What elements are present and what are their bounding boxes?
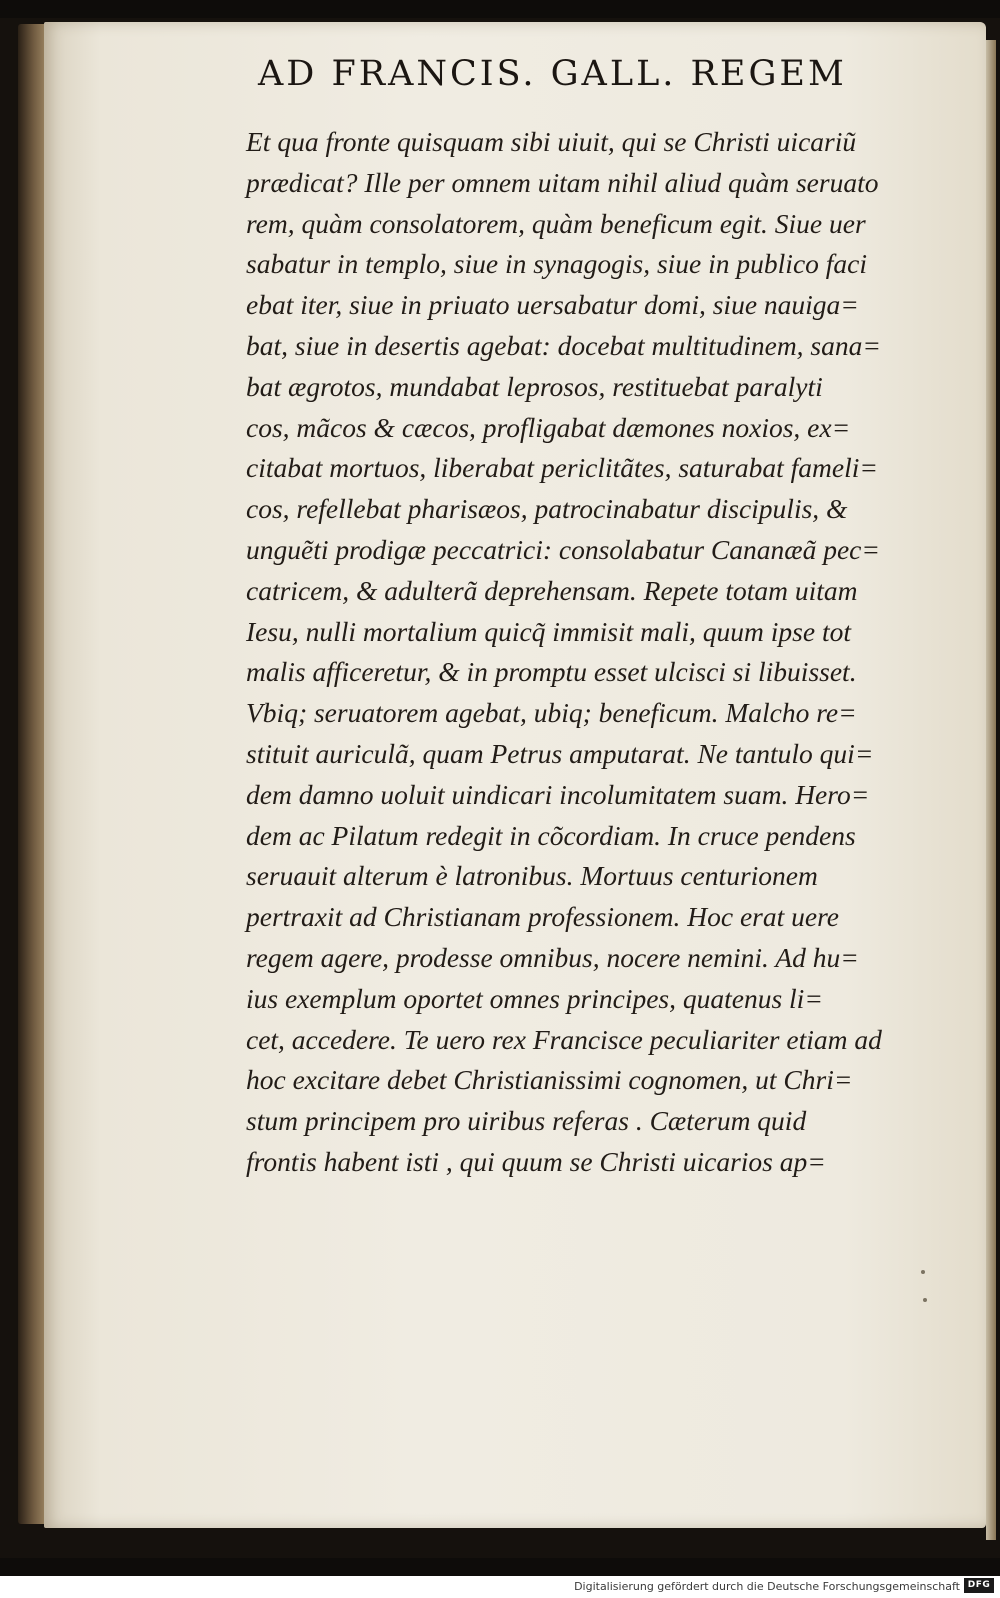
- running-head: AD FRANCIS. GALL. REGEM: [258, 54, 847, 94]
- text-line: Et qua fronte quisquam sibi uiuit, qui se Christi uicariũ: [246, 126, 857, 157]
- text-line: cos, mãcos & cæcos, profligabat dæmones noxios, ex=: [246, 411, 851, 443]
- text-line: hoc excitare debet Christianissimi cognomen, ut Chri=: [246, 1064, 853, 1096]
- text-line: unguẽti prodigæ peccatrici: consolabatur Cananæã pec=: [246, 533, 880, 565]
- text-line: catricem, & adulterã deprehensam. Repete totam uitam: [246, 574, 858, 606]
- dfg-logo: DFG: [964, 1578, 994, 1593]
- text-line: cos, refellebat pharisæos, patrocinabatur discipulis, &: [246, 493, 848, 525]
- text-line: dem ac Pilatum redegit in cõcordiam. In cruce pendens: [246, 819, 856, 851]
- text-line: regem agere, prodesse omnibus, nocere nemini. Ad hu=: [246, 941, 859, 973]
- text-line: citabat mortuos, liberabat periclitãtes, saturabat fameli=: [246, 452, 878, 484]
- text-line: bat ægrotos, mundabat leprosos, restituebat paralyti: [246, 370, 823, 402]
- text-line: bat, siue in desertis agebat: docebat multitudinem, sana=: [246, 329, 881, 361]
- text-line: prædicat? Ille per omnem uitam nihil aliud quàm seruato: [246, 166, 879, 198]
- text-line: rem, quàm consolatorem, quàm beneficum egit. Siue uer: [246, 207, 866, 239]
- text-line: malis afficeretur, & in promptu esset ulcisci si libuisset.: [246, 656, 857, 688]
- text-line: pertraxit ad Christianam professionem. Hoc erat uere: [246, 901, 839, 933]
- body-text: [246, 122, 936, 1183]
- paper-speck: [921, 1270, 925, 1274]
- text-line: seruauit alterum è latronibus. Mortuus centurionem: [246, 860, 818, 892]
- text-line: Vbiq; seruatorem agebat, ubiq; beneficum. Malcho re=: [246, 697, 857, 729]
- text-line: ius exemplum oportet omnes principes, quatenus li=: [246, 982, 823, 1014]
- text-line: sabatur in templo, siue in synagogis, siue in publico faci: [246, 248, 868, 280]
- book-spine-edge: [18, 24, 46, 1524]
- text-line: dem damno uoluit uindicari incolumitatem suam. Hero=: [246, 778, 870, 810]
- page-fore-edge: [986, 40, 996, 1540]
- text-line: stituit auriculã, quam Petrus amputarat. Ne tantulo qui=: [246, 737, 874, 769]
- text-line: stum principem pro uiribus referas . Cæterum quid: [246, 1105, 807, 1137]
- paper-speck: [923, 1298, 927, 1302]
- funding-credit: Digitalisierung gefördert durch die Deutsche Forschungsgemeinschaft: [574, 1580, 960, 1593]
- text-line: ebat iter, siue in priuato uersabatur domi, siue nauiga=: [246, 289, 859, 321]
- text-line: cet, accedere. Te uero rex Francisce peculiariter etiam ad: [246, 1023, 882, 1055]
- text-line: frontis habent isti , qui quum se Christi uicarios ap=: [246, 1145, 826, 1177]
- text-line: Iesu, nulli mortalium quicq̃ immisit mali, quum ipse tot: [246, 615, 851, 647]
